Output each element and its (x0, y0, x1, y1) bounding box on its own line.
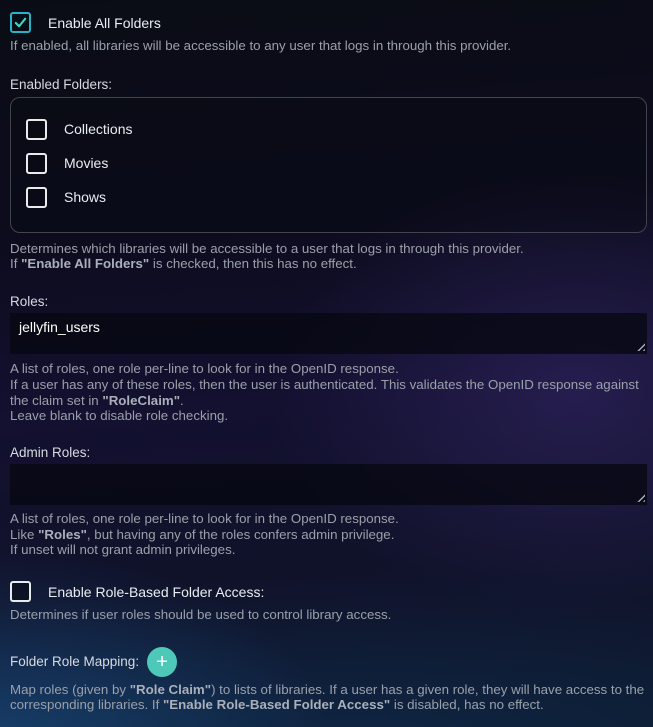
enabled-folders-description (10, 241, 647, 272)
description-line: Leave blank to disable role checking. (10, 408, 229, 424)
enabled-folders-list (10, 97, 647, 233)
folder-role-mapping-label: Folder Role Mapping: (10, 653, 140, 669)
description-line: Map roles (given by "Role Claim") to lists of libraries. If a user has a given role, they will have access to the corresponding libraries. If "Enable Role-Based Folder Access" is disabled, has no effect. (10, 681, 645, 713)
admin-roles-textarea[interactable] (10, 464, 647, 505)
collections-label: Collections (64, 121, 133, 138)
folder-role-mapping-row (10, 647, 647, 677)
enable-all-folders-checkbox[interactable] (10, 12, 31, 33)
collections-checkbox[interactable] (26, 119, 47, 140)
add-mapping-button[interactable] (147, 647, 177, 677)
enabled-folders-label: Enabled Folders: (10, 76, 113, 92)
description-line: A list of roles, one role per-line to look for in the OpenID response. (10, 510, 399, 526)
roles-field (10, 313, 647, 354)
folder-row-shows[interactable] (26, 187, 631, 208)
description-line: If "Enable All Folders" is checked, then this has no effect. (10, 256, 357, 272)
admin-roles-label: Admin Roles: (10, 444, 91, 460)
shows-checkbox[interactable] (26, 187, 47, 208)
folder-row-collections[interactable] (26, 119, 631, 140)
plus-icon: + (156, 650, 168, 673)
description-line: Like "Roles", but having any of the roles confers admin privilege. (10, 526, 395, 542)
movies-checkbox[interactable] (26, 153, 47, 174)
checkmark-icon (13, 15, 28, 30)
role-based-folder-access-row[interactable] (10, 581, 647, 602)
admin-roles-description (10, 511, 647, 558)
description-line: Determines which libraries will be accessible to a user that logs in through this provider. (10, 240, 524, 256)
description-line: A list of roles, one role per-line to look for in the OpenID response. (10, 361, 399, 377)
role-based-folder-access-description: Determines if user roles should be used to control library access. (10, 607, 392, 623)
role-based-folder-access-checkbox[interactable] (10, 581, 31, 602)
description-line: If a user has any of these roles, then the user is authenticated. This validates the OpenID response against the claim set in "RoleClaim". (10, 376, 639, 408)
roles-textarea[interactable] (10, 313, 647, 354)
roles-label: Roles: (10, 294, 49, 310)
enable-all-folders-description: If enabled, all libraries will be accessible to any user that logs in through this provider. (10, 38, 512, 53)
shows-label: Shows (64, 189, 107, 206)
folder-row-movies[interactable] (26, 153, 631, 174)
admin-roles-field (10, 464, 647, 505)
role-based-folder-access-label: Enable Role-Based Folder Access: (48, 583, 265, 600)
enable-all-folders-row[interactable] (10, 12, 647, 33)
folder-role-mapping-description (10, 682, 647, 713)
roles-description (10, 361, 647, 424)
movies-label: Movies (64, 155, 109, 172)
enable-all-folders-label: Enable All Folders (48, 14, 161, 31)
description-line: If unset will not grant admin privileges. (10, 542, 236, 558)
